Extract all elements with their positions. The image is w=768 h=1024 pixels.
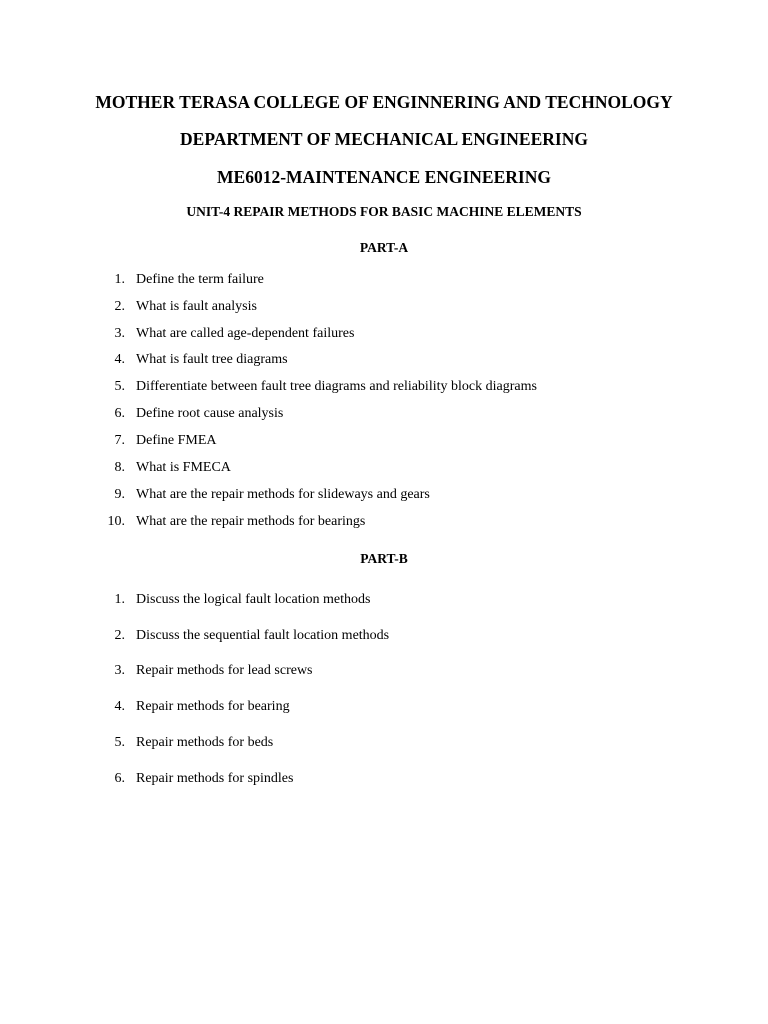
part-a-heading: PART-A (359, 240, 409, 255)
question-number: 7. (114, 433, 125, 448)
question-number: 5. (114, 379, 125, 394)
question-text: What is fault tree diagrams (136, 352, 288, 367)
question-text: Define root cause analysis (136, 406, 284, 421)
question-number: 10. (107, 514, 125, 529)
question-text: What is fault analysis (136, 299, 257, 314)
question-text: Discuss the sequential fault location methods (136, 628, 390, 643)
question-number: 1. (114, 272, 125, 287)
question-number: 9. (114, 487, 125, 502)
question-number: 5. (114, 735, 125, 750)
question-text: Define the term failure (136, 272, 264, 287)
question-text: What is FMECA (136, 460, 231, 475)
question-text: Repair methods for lead screws (136, 663, 313, 678)
part-b-heading: PART-B (360, 551, 408, 566)
question-text: Repair methods for beds (136, 735, 274, 750)
department-title: DEPARTMENT OF MECHANICAL ENGINEERING (180, 129, 588, 149)
question-text: Discuss the logical fault location methods (136, 592, 371, 607)
question-number: 6. (114, 406, 125, 421)
question-text: Repair methods for bearing (136, 699, 290, 714)
question-number: 2. (114, 628, 125, 643)
question-number: 6. (114, 771, 125, 786)
question-text: What are called age-dependent failures (136, 326, 355, 341)
question-text: Repair methods for spindles (136, 771, 294, 786)
college-title: MOTHER TERASA COLLEGE OF ENGINNERING AND TECHNOLOGY (95, 92, 673, 112)
question-number: 3. (114, 326, 125, 341)
question-number: 3. (114, 663, 125, 678)
question-text: Define FMEA (136, 433, 217, 448)
question-text: Differentiate between fault tree diagrams and reliability block diagrams (136, 379, 537, 394)
question-number: 2. (114, 299, 125, 314)
question-text: What are the repair methods for slideways and gears (136, 487, 430, 502)
unit-title: UNIT-4 REPAIR METHODS FOR BASIC MACHINE ELEMENTS (186, 204, 582, 219)
question-number: 4. (114, 352, 125, 367)
question-number: 4. (114, 699, 125, 714)
question-number: 1. (114, 592, 125, 607)
question-number: 8. (114, 460, 125, 475)
course-title: ME6012-MAINTENANCE ENGINEERING (217, 167, 551, 187)
question-text: What are the repair methods for bearings (136, 514, 366, 529)
